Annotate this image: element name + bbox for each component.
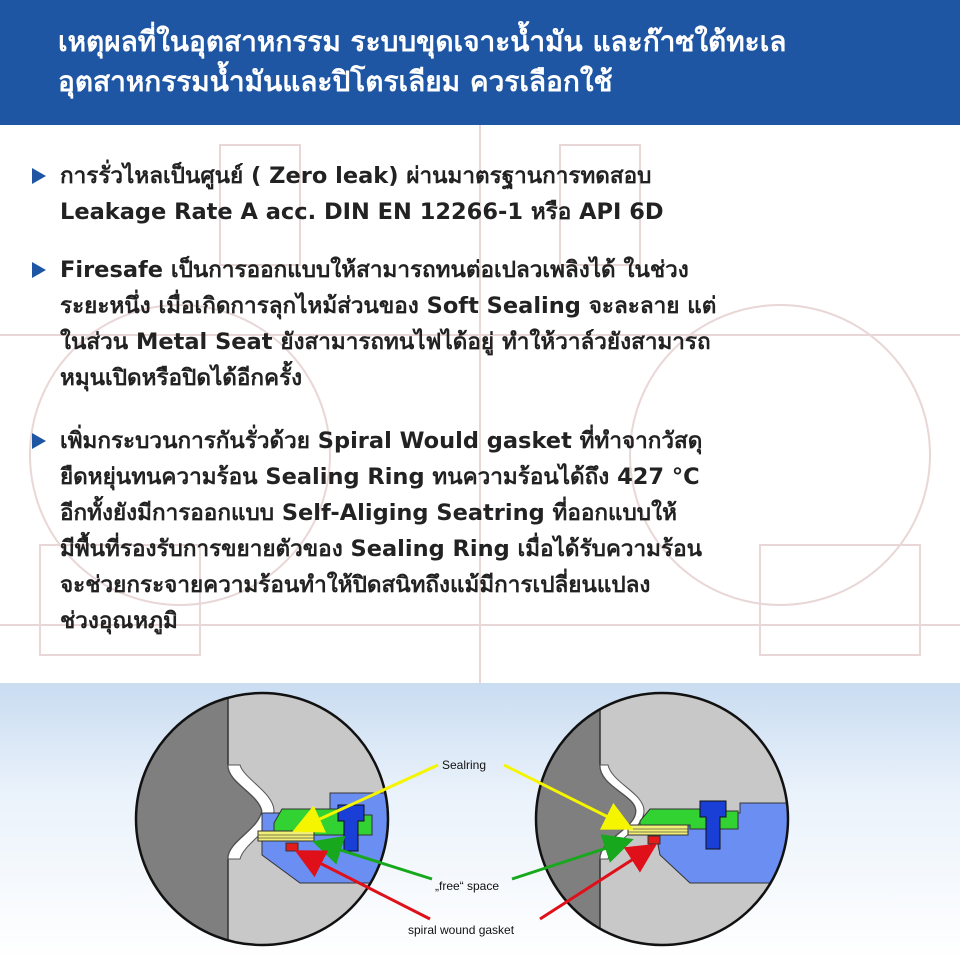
seal-diagram	[0, 683, 960, 960]
bullet-text: การรั่วไหลเป็นศูนย์ ( Zero leak) ผ่านมาตรฐานการทดสอบ Leakage Rate A acc. DIN EN 12266-1 หรือ API 6D	[60, 163, 664, 225]
header-bar	[0, 0, 960, 125]
detail-left	[130, 683, 400, 960]
bullet-text: เพิ่มกระบวนการกันรั่วด้วย Spiral Would gasket ที่ทำจากวัสดุ ยืดหยุ่นทนความร้อน Sealing Ring ทนความร้อนได้ถึง 427 °C อีกทั้งยังมีการออกแบบ Self-Aliging Seatring ที่ออกแบบให้ มีพื้นที่รองรับการขยายตัวของ Sealing Ring เมื่อได้รับความร้อน จะช่วยกระจายความร้อนทำให้ปิดสนิทถึงแม้มีการเปลี่ยนแปลง ช่วงอุณหภูมิ	[60, 428, 703, 634]
triangle-bullet-icon	[32, 262, 46, 278]
gasket-label: spiral wound gasket	[408, 923, 515, 937]
sealring-part	[628, 825, 688, 835]
page-title: เหตุผลที่ในอุตสาหกรรม ระบบขุดเจาะน้ำมัน และก๊าซใต้ทะเล อุตสาหกรรมน้ำมันและปิโตรเลียม ควรเลือกใช้	[58, 25, 787, 98]
sealring-part	[258, 831, 314, 841]
seal-diagram-panel	[0, 683, 960, 960]
gasket-part	[286, 843, 298, 851]
gasket-part	[648, 836, 660, 844]
detail-right	[530, 683, 800, 960]
triangle-bullet-icon	[32, 168, 46, 184]
sealring-label: Sealring	[442, 758, 487, 772]
bullet-text: Firesafe เป็นการออกแบบให้สามารถทนต่อเปลวเพลิงได้ ในช่วง ระยะหนึ่ง เมื่อเกิดการลุกไหม้ส่วนของ Soft Sealing จะละลาย แต่ ในส่วน Metal Seat ยังสามารถทนไฟได้อยู่ ทำให้วาล์วยังสามารถ หมุนเปิดหรือปิดได้อีกครั้ง	[60, 257, 717, 391]
free-space-label: „free“ space	[435, 879, 500, 893]
triangle-bullet-icon	[32, 433, 46, 449]
